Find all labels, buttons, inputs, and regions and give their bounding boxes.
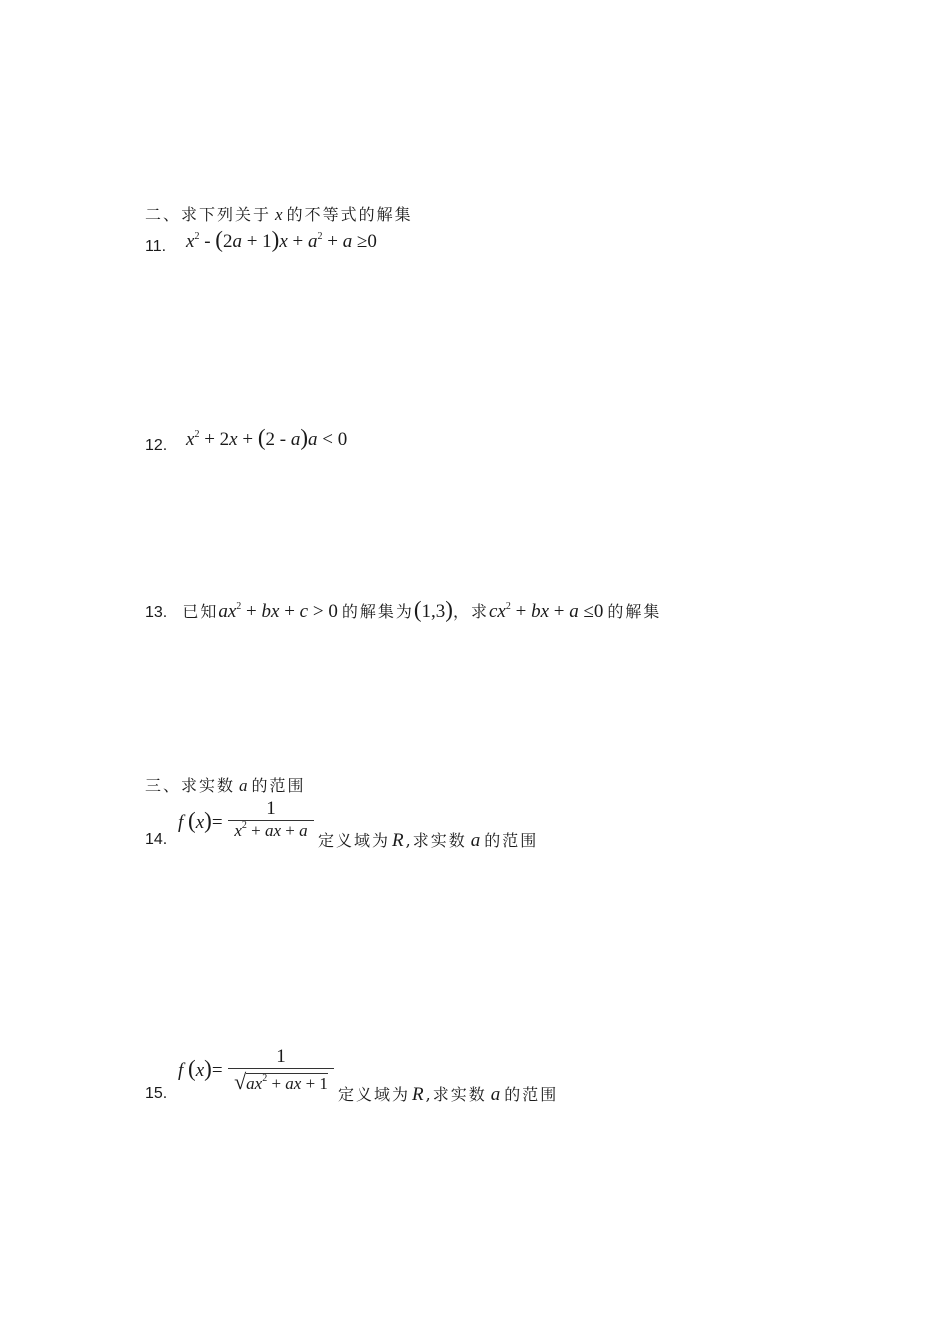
question-14-number: 14. [145, 831, 168, 848]
question-15-comma: , [425, 1085, 433, 1104]
question-14-denominator: $x^2$ + ax + a [234, 820, 308, 840]
question-13-number: 13. [145, 604, 168, 621]
question-14-text [318, 828, 538, 852]
question-15-denominator: $√ax^2$ + ax + 1 [234, 1069, 328, 1094]
section-2-heading [145, 202, 413, 225]
question-15-var-a: a [490, 1084, 501, 1105]
section-2-heading-prefix: 二、求下列关于 [145, 205, 272, 224]
question-15-function-lhs: f (x)= [178, 1056, 223, 1081]
question-15-text [338, 1082, 558, 1106]
section-3-heading [145, 773, 306, 796]
question-13-comma: ， [452, 602, 471, 621]
section-2-heading-var: x [275, 205, 283, 224]
question-13-end: 的解集 [607, 602, 662, 621]
question-15-end: 的范围 [504, 1085, 559, 1104]
question-15-ask: 求实数 [432, 1085, 487, 1104]
question-11-number: 11. [145, 238, 167, 255]
section-3-heading-var: a [239, 776, 248, 795]
question-14-var-a: a [470, 830, 481, 851]
question-13 [145, 597, 661, 623]
question-13-interval: (1,3) [413, 597, 453, 622]
question-13-given-inequality: $ax^2$ + bx + c > 0 [218, 601, 338, 622]
question-11-formula: $x^2 - (2a + 1)x + a^2 + a \ge 0$ [186, 227, 377, 252]
question-13-ask: 求 [470, 602, 489, 621]
question-13-target-inequality: $cx^2$ + bx + a ≤0 [488, 601, 604, 622]
question-15-fraction [228, 1046, 334, 1095]
question-15-numerator: 1 [276, 1046, 286, 1067]
question-15-number: 15. [145, 1085, 168, 1102]
question-14-end: 的范围 [484, 831, 539, 850]
question-12-formula: $x^2 + 2x + (2 - a)a < 0$ [186, 425, 348, 450]
question-15-var-R: R [412, 1084, 424, 1105]
section-3-heading-suffix: 的范围 [251, 776, 306, 795]
question-14-fraction [228, 798, 314, 841]
question-14-domain: 定义域为 [318, 831, 391, 850]
question-13-known: 已知 [182, 602, 219, 621]
question-13-solset-text: 的解集为 [341, 602, 414, 621]
question-15-domain: 定义域为 [338, 1085, 411, 1104]
question-14-numerator: 1 [266, 798, 276, 819]
question-14-var-R: R [392, 830, 404, 851]
question-14-function-lhs: f (x)= [178, 808, 223, 833]
section-3-heading-prefix: 三、求实数 [145, 776, 236, 795]
question-12-number: 12. [145, 437, 168, 454]
section-2-heading-suffix: 的不等式的解集 [286, 205, 413, 224]
question-14-ask: 求实数 [412, 831, 467, 850]
question-14-comma: , [405, 831, 413, 850]
